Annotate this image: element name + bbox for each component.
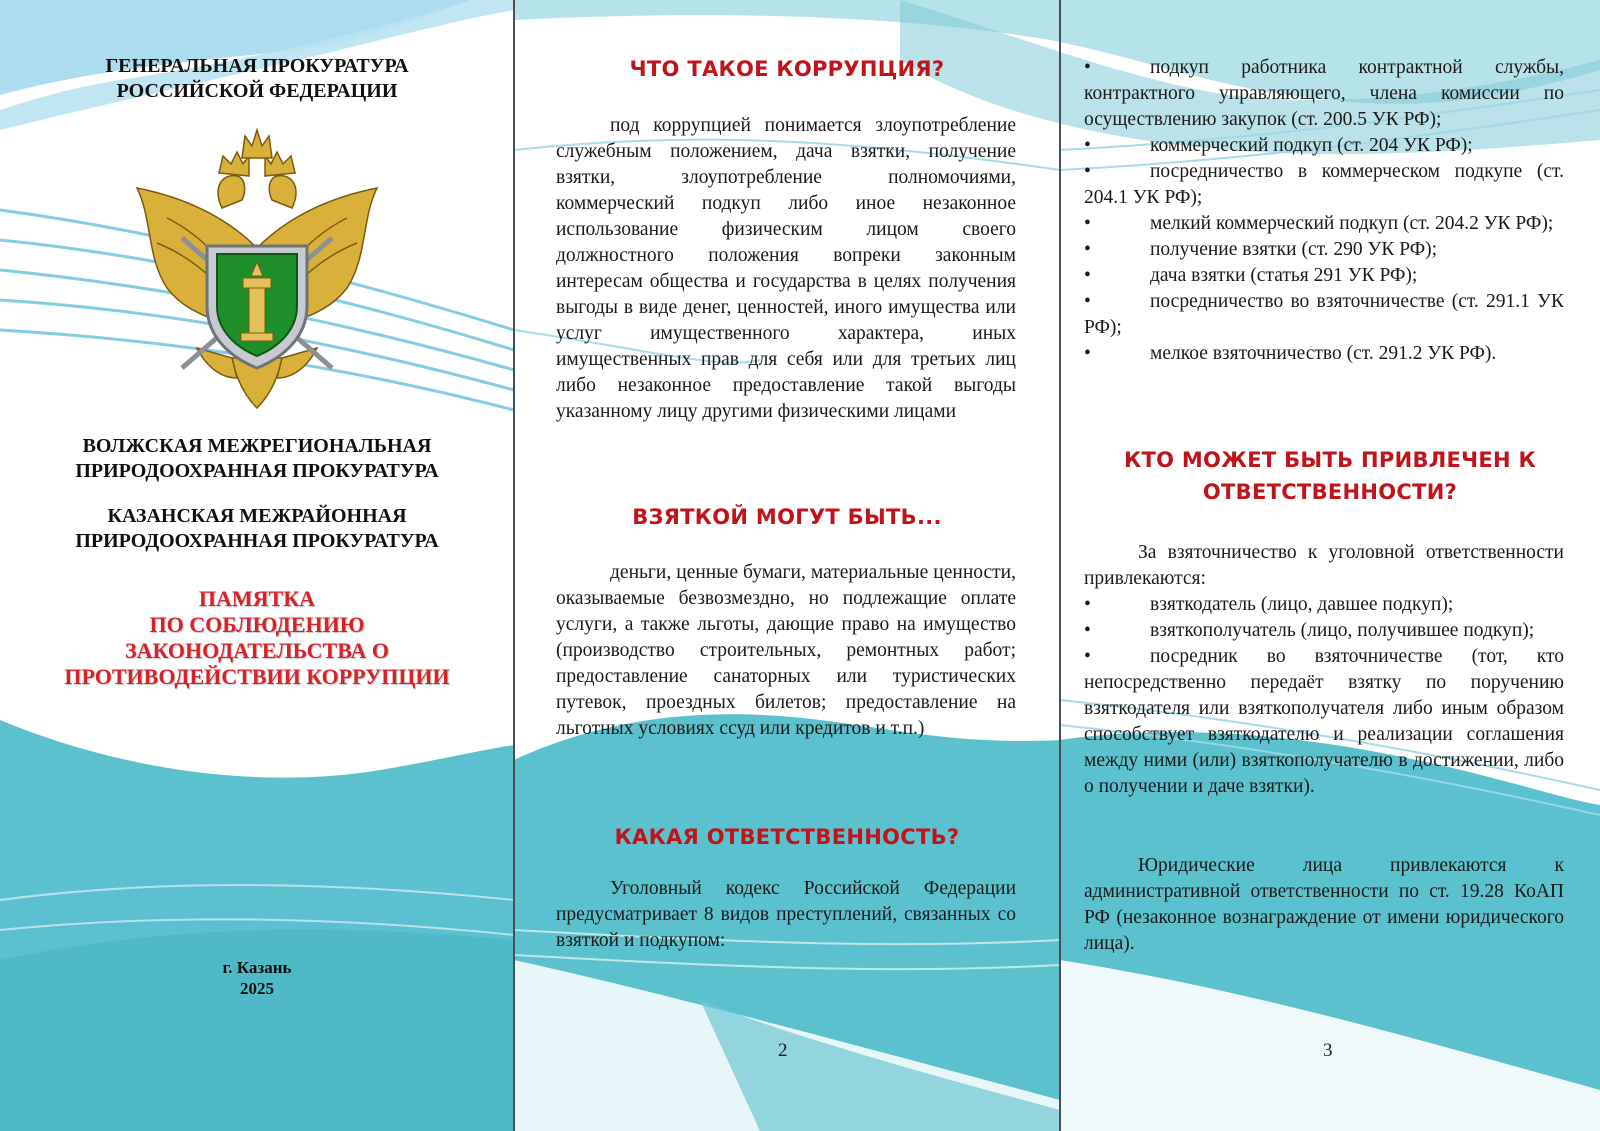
title-line-2: ПО СОБЛЮДЕНИЮ — [149, 612, 365, 637]
prosecutor-emblem-icon — [127, 128, 387, 418]
org-name-kazan — [0, 504, 514, 554]
heading-what-is-corruption: ЧТО ТАКОЕ КОРРУПЦИЯ? — [629, 57, 945, 81]
org-line-2: РОССИЙСКОЙ ФЕДЕРАЦИИ — [116, 80, 398, 102]
crime-list — [1084, 55, 1564, 367]
list-item: • посредничество в коммерческом подкупе (ст. 204.1 УК РФ); — [1084, 161, 1564, 208]
list-item: • взяткополучатель (лицо, получившее подкуп); — [1084, 620, 1535, 641]
list-item: • подкуп работника контрактной службы, контрактного управляющего, члена комиссии по осуществлению закупок (ст. 200.5 УК РФ); — [1084, 57, 1564, 130]
inner-panel-2 — [514, 0, 1060, 1131]
list-item: • взяткодатель (лицо, давшее подкуп); — [1084, 594, 1454, 615]
list-item: • коммерческий подкуп (ст. 204 УК РФ); — [1084, 135, 1473, 156]
criminal-code-intro: Уголовный кодекс Российской Федерации предусматривает 8 видов преступлений, связанных со взяткой и подкупом: — [556, 878, 1016, 951]
fold-line-left — [513, 0, 515, 1131]
list-item: • посредник во взяточничестве (тот, кто непосредственно передаёт взятку по поручению взяткодателя или взяткополучателя либо иным образом способствует взяткодателю и реализации соглашения между ними (или) взяткополучателю в достижении, либо о получении и даче взятки). — [1084, 646, 1564, 797]
org3-line-2: ПРИРОДООХРАННАЯ ПРОКУРАТУРА — [75, 530, 439, 552]
liability-intro: За взяточничество к уголовной ответственности привлекаются: — [1084, 542, 1564, 589]
list-item: • посредничество во взяточничестве (ст. 291.1 УК РФ); — [1084, 291, 1564, 338]
city: г. Казань — [222, 958, 292, 977]
title-line-3: ЗАКОНОДАТЕЛЬСТВА О — [124, 638, 390, 663]
place-and-year — [180, 957, 334, 999]
page-number: 3 — [1323, 1040, 1333, 1061]
org3-line-1: КАЗАНСКАЯ МЕЖРАЙОННАЯ — [107, 505, 407, 527]
corruption-definition: под коррупцией понимается злоупотребление служебным положением, дача взятки, получение взятки, злоупотребление полномочиями, коммерческий подкуп либо иное незаконное использование физическим лицом своего должностного положения вопреки законным интересам общества и государства в целях получения выгоды в виде денег, ценностей, иного имущества или услуг имущественного характера, иных имущественных прав для себя или для третьих лиц либо незаконное предоставление такой выгоды указанному лицу другими физическими лицами — [556, 115, 1016, 422]
list-item: • получение взятки (ст. 290 УК РФ); — [1084, 239, 1438, 260]
heading-bribe-can-be: ВЗЯТКОЙ МОГУТ БЫТЬ... — [632, 505, 942, 529]
page-number: 2 — [778, 1040, 788, 1061]
bribe-definition: деньги, ценные бумаги, материальные ценности, оказываемые безвозмездно, но подлежащие оплате услуги, а также льготы, дающие право на имущество (производство строительных, ремонтных работ; предоставление санаторных или туристических путевок, проездных билетов; предоставление на льготных условиях ссуд или кредитов и т.п.) — [556, 562, 1016, 739]
brochure-title — [30, 586, 484, 690]
org-name-general — [0, 54, 514, 104]
title-line-1: ПАМЯТКА — [198, 586, 316, 611]
cover-panel — [0, 0, 514, 1131]
list-item: • мелкий коммерческий подкуп (ст. 204.2 УК РФ); — [1084, 213, 1554, 234]
year: 2025 — [240, 979, 274, 998]
title-line-4: ПРОТИВОДЕЙСТВИИ КОРРУПЦИИ — [64, 664, 450, 689]
org2-line-1: ВОЛЖСКАЯ МЕЖРЕГИОНАЛЬНАЯ — [82, 435, 432, 457]
fold-line-right — [1059, 0, 1061, 1131]
inner-panel-3 — [1060, 0, 1600, 1131]
heading-who-liable — [1060, 444, 1600, 508]
heading-line-1: КТО МОЖЕТ БЫТЬ ПРИВЛЕЧЕН К — [1124, 448, 1536, 472]
org-line-1: ГЕНЕРАЛЬНАЯ ПРОКУРАТУРА — [105, 55, 409, 77]
org2-line-2: ПРИРОДООХРАННАЯ ПРОКУРАТУРА — [75, 460, 439, 482]
liable-persons-list — [1084, 592, 1564, 800]
heading-what-liability: КАКАЯ ОТВЕТСТВЕННОСТЬ? — [614, 825, 960, 849]
heading-line-2: ОТВЕТСТВЕННОСТИ? — [1202, 480, 1458, 504]
list-item: • мелкое взяточничество (ст. 291.2 УК РФ). — [1084, 343, 1497, 364]
legal-entities-liability: Юридические лица привлекаются к административной ответственности по ст. 19.28 КоАП РФ (незаконное вознаграждение от имени юридического лица). — [1084, 855, 1564, 954]
org-name-volga — [0, 434, 514, 484]
list-item: • дача взятки (статья 291 УК РФ); — [1084, 265, 1418, 286]
